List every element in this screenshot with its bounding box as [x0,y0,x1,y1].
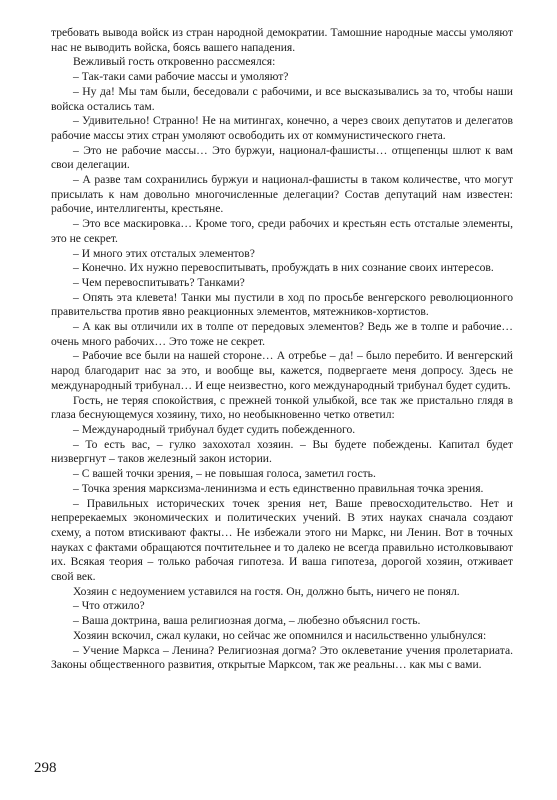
paragraph: – Опять эта клевета! Танки мы пустили в ход по просьбе венгерского революционного правительства против явно реакционных элементов, мятежников-хортистов. [51,290,513,319]
paragraph: – С вашей точки зрения, – не повышая голоса, заметил гость. [73,467,376,481]
paragraph: Хозяин с недоумением уставился на гостя. Он, должно быть, ничего не понял. [73,584,460,598]
paragraph: – Точка зрения марксизма-ленинизма и есть единственно правильная точка зрения. [73,481,484,495]
paragraph: – А как вы отличили их в толпе от передовых элементов? Ведь же в толпе и рабочие… очень много рабочих… Это тоже не секрет. [51,320,513,348]
paragraph: – Это все маскировка… Кроме того, среди рабочих и крестьян есть отсталые элементы, это не секрет. [51,217,513,245]
page-number: 298 [34,760,57,776]
paragraph: – И много этих отсталых элементов? [73,246,255,260]
paragraph: – Учение Маркса – Ленина? Религиозная догма? Это оклеветание учения пролетариата. Законы общественного развития, открытые Марксом, так же реальны… как мы с вами. [51,643,513,672]
body-text [51,26,513,673]
paragraph: – Это не рабочие массы… Это буржуи, национал-фашисты… отщепенцы шлют к вам свои делегации. [51,143,513,172]
paragraph: требовать вывода войск из стран народной демократии. Тамошние народные массы умоляют нас не выводить войска, боясь вашего нападения. [51,26,513,54]
paragraph: – А разве там сохранились буржуи и национал-фашисты в таком количестве, что могут присылать к нам довольно многочисленные делегации? Состав депутаций нам известен: рабочие, интеллигенты, крестьяне. [51,173,513,216]
paragraph: – Ваша доктрина, ваша религиозная догма, – любезно объяснил гость. [73,614,421,628]
paragraph: – Конечно. Их нужно перевоспитывать, пробуждать в них сознание своих интересов. [73,261,494,275]
paragraph: – Правильных исторических точек зрения нет, Ваше превосходительство. Нет и непререкаемых экономических и политических учений. В этих науках сначала создают схему, а потом втискивают факты… Не избежали этого ни Маркс, ни Ленин. Вот в точных науках с фактами обращаются почтительнее и то далеко не всегда правильно истолковывают их. Всякая теория – только рабочая гипотеза. И ваша гипотеза, дорогой хозяин, отживает свой век. [51,496,513,584]
paragraph: – Ну да! Мы там были, беседовали с рабочими, и все высказывались за то, чтобы наши войска остались там. [51,84,513,113]
paragraph: Вежливый гость откровенно рассмеялся: [73,55,276,69]
paragraph: – Так-таки сами рабочие массы и умоляют? [73,70,289,84]
paragraph: – Рабочие все были на нашей стороне… А отребье – да! – было перебито. И венгерский народ благодарит нас за это, и вообще вы, кажется, подвергаете меня допросу. Здесь не международный трибунал… И еще неизвестно, кого международный трибунал будет судить. [51,349,513,392]
paragraph: – Удивительно! Странно! Не на митингах, конечно, а через своих депутатов и делегатов рабочие массы этих стран умоляют освободить их от коммунистического гнета. [51,114,513,142]
paragraph: – Что отжило? [73,599,145,613]
paragraph: – Чем перевоспитывать? Танками? [73,275,245,289]
paragraph: – Международный трибунал будет судить побежденного. [73,422,356,436]
paragraph: Хозяин вскочил, сжал кулаки, но сейчас же опомнился и насильственно улыбнулся: [73,628,487,642]
paragraph: Гость, не теряя спокойствия, с прежней тонкой улыбкой, все так же пристально глядя в глаза беснующемуся хозяину, тихо, но необыкновенно четко ответил: [51,393,513,422]
paragraph: – То есть вас, – гулко захохотал хозяин. – Вы будете побеждены. Капитал будет низвергнут – таков железный закон истории. [51,437,513,466]
